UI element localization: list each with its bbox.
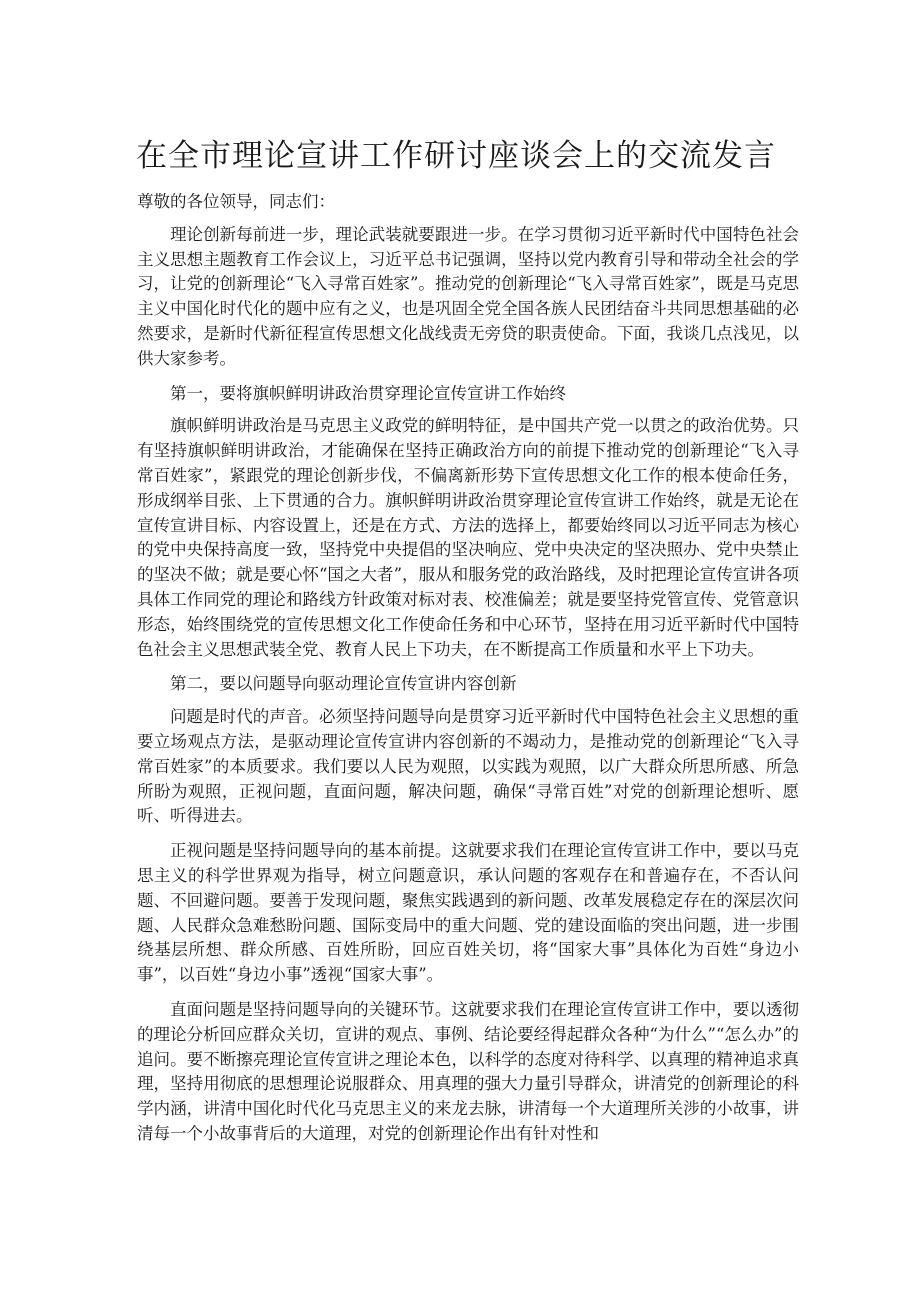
intro-paragraph: 理论创新每前进一步，理论武装就要跟进一步。在学习贯彻习近平新时代中国特色社会主义思想主题教育工作会议上，习近平总书记强调，坚持以党内教育引导和带动全社会的学习，让党的创新理论“飞入寻常百姓家”。推动党的创新理论“飞入寻常百姓家”，既是马克思主义中国化时代化的题中应有之义，也是巩固全党全国各族人民团结奋斗共同思想基础的必然要求，是新时代新征程宣传思想文化战线责无旁贷的职责使命。下面，我谈几点浅见，以供大家参考。 [137,224,799,368]
body-paragraph: 直面问题是坚持问题导向的关键环节。这就要求我们在理论宣传宣讲工作中，要以透彻的理论分析回应群众关切，宣讲的观点、事例、结论要经得起群众各种“为什么”“怎么办”的追问。要不断擦亮理论宣传宣讲之理论本色，以科学的态度对待科学、以真理的精神追求真理，坚持用彻底的思想理论说服群众、用真理的强大力量引导群众，讲清党的创新理论的科学内涵，讲清中国化时代化马克思主义的来龙去脉，讲清每一个大道理所关涉的小故事，讲清每一个小故事背后的大道理，对党的创新理论作出有针对性和 [137,999,799,1143]
body-paragraph: 旗帜鲜明讲政治是马克思主义政党的鲜明特征，是中国共产党一以贯之的政治优势。只有坚持旗帜鲜明讲政治，才能确保在坚持正确政治方向的前提下推动党的创新理论“飞入寻常百姓家”，紧跟党的理论创新步伐，不偏离新形势下宣传思想文化工作的根本使命任务，形成纲举目张、上下贯通的合力。旗帜鲜明讲政治贯穿理论宣传宣讲工作始终，就是无论在宣传宣讲目标、内容设置上，还是在方式、方法的选择上，都要始终同以习近平同志为核心的党中央保持高度一致，坚持党中央提倡的坚决响应、党中央决定的坚决照办、党中央禁止的坚决不做；就是要心怀“国之大者”，服从和服务党的政治路线，及时把理论宣传宣讲各项具体工作同党的理论和路线方针政策对标对表、校准偏差；就是要坚持党管宣传、党管意识形态，始终围绕党的宣传思想文化工作使命任务和中心环节，坚持在用习近平新时代中国特色社会主义思想武装全党、教育人民上下功夫，在不断提高工作质量和水平上下功夫。 [137,416,799,659]
document-title: 在全市理论宣讲工作研讨座谈会上的交流发言 [136,138,776,174]
body-paragraph: 正视问题是坚持问题导向的基本前提。这就要求我们在理论宣传宣讲工作中，要以马克思主义的科学世界观为指导，树立问题意识，承认问题的客观存在和普遍存在，不否认问题、不回避问题。要善于发现问题，聚焦实践遇到的新问题、改革发展稳定存在的深层次问题、人民群众急难愁盼问题、国际变局中的重大问题、党的建设面临的突出问题，进一步围绕基层所想、群众所感、百姓所盼，回应百姓关切，将“国家大事”具体化为百姓“身边小事”，以百姓“身边小事”透视“国家大事”。 [137,841,799,985]
section-heading-1: 第一，要将旗帜鲜明讲政治贯穿理论宣传宣讲工作始终 [170,383,566,403]
section-heading-2: 第二，要以问题导向驱动理论宣传宣讲内容创新 [170,674,517,694]
salutation: 尊敬的各位领导，同志们： [137,192,335,211]
body-paragraph: 问题是时代的声音。必须坚持问题导向是贯穿习近平新时代中国特色社会主义思想的重要立场观点方法，是驱动理论宣传宣讲内容创新的不竭动力，是推动党的创新理论“飞入寻常百姓家”的本质要求。我们要以人民为观照，以实践为观照，以广大群众所思所感、所急所盼为观照，正视问题，直面问题，解决问题，确保“寻常百姓”对党的创新理论想听、愿听、听得进去。 [137,707,799,826]
document-body [137,190,799,1157]
